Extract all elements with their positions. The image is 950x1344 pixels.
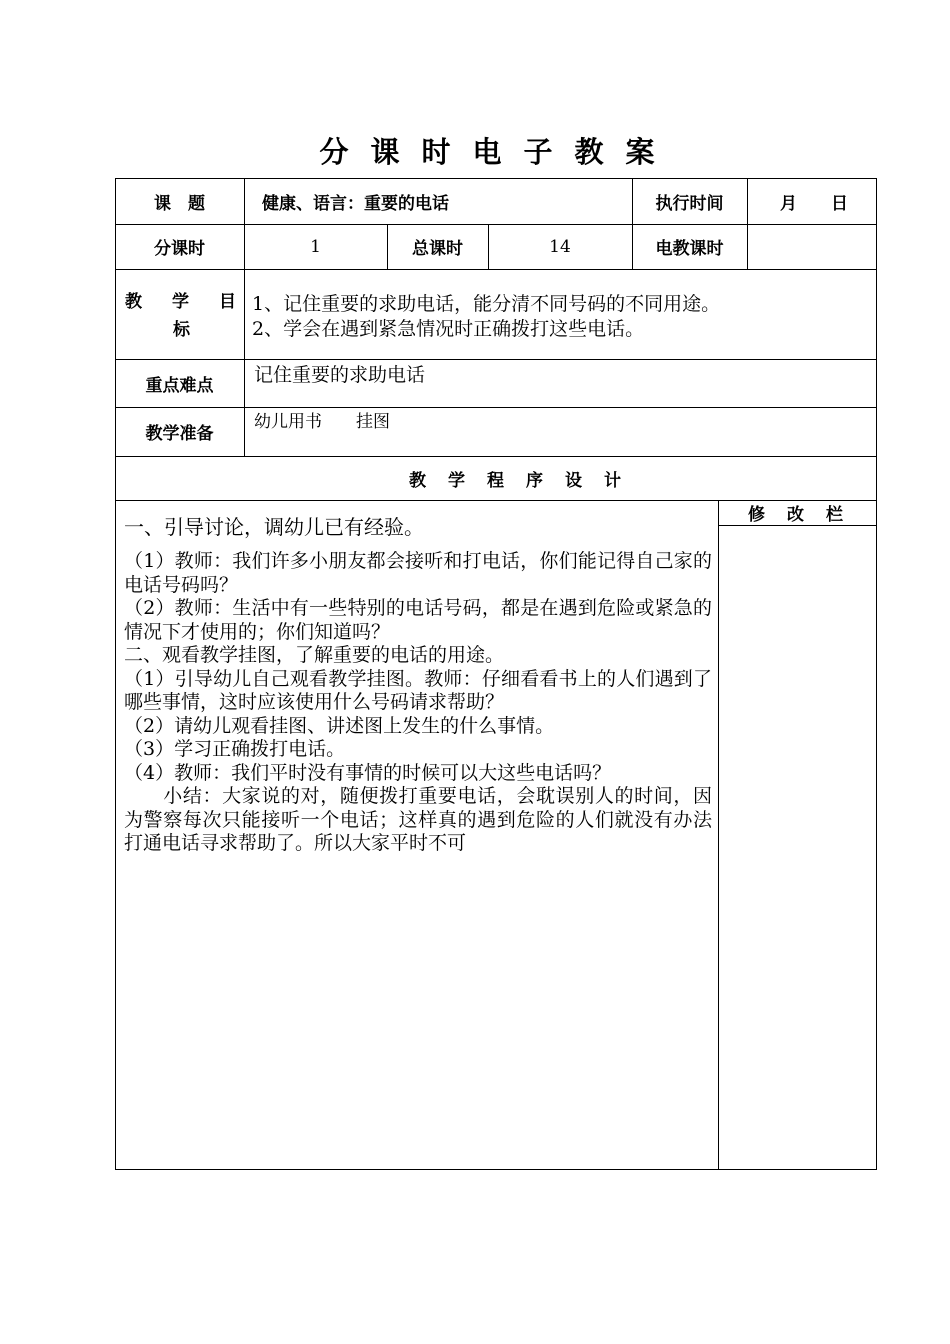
preparation-label: 教学准备 xyxy=(145,424,214,444)
key-points-label: 重点难点 xyxy=(145,375,214,396)
row-divider xyxy=(115,269,877,270)
procedure-line: （2）请幼儿观看挂图、讲述图上发生的什么事情。 xyxy=(124,714,555,737)
topic-value: 健康、语言：重要的电话 xyxy=(262,193,449,214)
row-divider xyxy=(718,525,877,526)
design-header: 教学程序设计 xyxy=(409,470,643,491)
av-label: 电教课时 xyxy=(655,239,724,259)
goal-line: 2、学会在遇到紧急情况时正确拨打这些电话。 xyxy=(252,318,645,340)
exec-time-label: 执行时间 xyxy=(655,193,724,214)
goal-line: 1、记住重要的求助电话，能分清不同号码的不同用途。 xyxy=(252,293,721,315)
exec-time-value: 月 日 xyxy=(780,193,848,214)
procedure-content xyxy=(124,514,712,856)
procedure-line: 小结：大家说的对，随便拨打重要电话，会耽误别人的时间，因为警察每次只能接听一个电话；这样真的遇到危险的人们就没有办法打通电话寻求帮助了。所以大家平时不可 xyxy=(124,785,712,854)
column-divider xyxy=(718,500,719,1170)
total-label: 总课时 xyxy=(412,239,463,259)
procedure-line: 一、引导讨论，调幼儿已有经验。 xyxy=(124,515,424,539)
topic-label: 课 题 xyxy=(154,193,205,214)
procedure-line: （3）学习正确拨打电话。 xyxy=(124,738,346,760)
goals-label xyxy=(115,288,244,344)
goals-label-char: 目 xyxy=(219,292,236,312)
key-points-value: 记住重要的求助电话 xyxy=(254,364,426,386)
total-value: 14 xyxy=(549,236,571,257)
procedure-line: （2）教师：生活中有一些特别的电话号码，都是在遇到危险或紧急的情况下才使用的；你们知道吗？ xyxy=(124,597,712,643)
procedure-line: 二、观看教学挂图，了解重要的电话的用途。 xyxy=(124,644,505,666)
procedure-line: （1）引导幼儿自己观看教学挂图。教师：仔细看看书上的人们遇到了哪些事情，这时应该使用什么号码请求帮助？ xyxy=(124,667,712,713)
page-title: 分课时电子教案 xyxy=(319,135,677,169)
procedure-line: （4）教师：我们平时没有事情的时候可以大这些电话吗？ xyxy=(124,761,612,784)
procedure-line: （1）教师：我们许多小朋友都会接听和打电话，你们能记得自己家的电话号码吗？ xyxy=(124,550,712,596)
session-value: 1 xyxy=(310,236,321,257)
av-value xyxy=(747,224,877,269)
goals-label-char: 标 xyxy=(173,320,190,340)
goals-label-char: 教 xyxy=(125,292,142,312)
preparation-value: 幼儿用书 挂图 xyxy=(254,412,390,432)
revision-header: 修改栏 xyxy=(748,505,865,525)
session-label: 分课时 xyxy=(154,239,205,259)
goals-label-char: 学 xyxy=(172,292,189,312)
